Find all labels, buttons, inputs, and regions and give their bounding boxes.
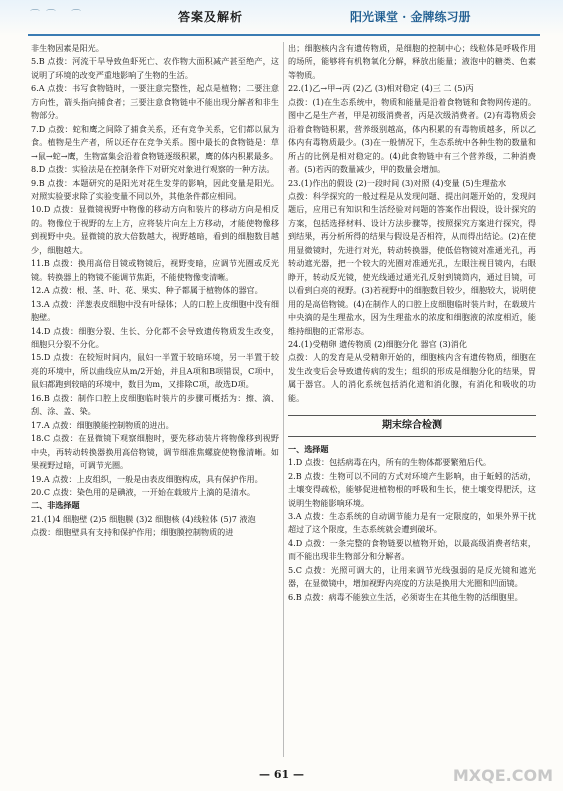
header-right-title: 阳光课堂 · 金牌练习册 <box>350 10 471 24</box>
watermark: MXQE.COM <box>452 766 553 785</box>
answer-paragraph: 6.B 点拨：病毒不能独立生活，必须寄生在其他生物的活细胞里。 <box>288 591 523 602</box>
answer-paragraph: 1.D 点拨：包括病毒在内，所有的生物体都要繁殖后代。 <box>288 457 491 468</box>
answer-paragraph: 17.A 点拨：细胞膜能控制物质的进出。 <box>31 419 174 430</box>
answer-paragraph: 22.(1)乙→甲→丙 (2)乙 (3)相对稳定 (4)三 二 (5)丙 <box>288 83 474 94</box>
left-column <box>31 42 279 540</box>
answer-paragraph: 8.D 点拨：实验法是在控制条件下对研究对象进行观察的一种方法。 <box>31 164 275 175</box>
answer-paragraph: 出；细胞核内含有遗传物质，是细胞的控制中心；线粒体是呼吸作用的场所，能够将有机物氧化分解，释放出能量；液泡中的糖类、色素等物质。 <box>288 43 536 80</box>
header-rule <box>28 34 540 36</box>
answer-paragraph: 4.D 点拨：一条完整的食物链要以植物开始，以最高级消费者结束，而不能出现非生物部分和分解者。 <box>288 537 536 562</box>
answer-paragraph: 点拨：科学探究的一般过程是从发现问题、提出问题开始的，发现问题后，应用已有知识和生活经验对问题的答案作出假设，设计探究的方案，包括选择材料、设计方法步骤等，按照探究方案进行探究，得到结果，再分析所得的结果与假设是否相符，从而得出结论。(2)在使用显微镜时，先进行对光，转动转换器，使低倍物镜对准通光孔，再转动遮光器，把一个较大的光圈对准通光孔，左眼注视目镜内，右眼睁开，转动反光镜，使光线通过通光孔反射到镜筒内，通过目镜，可以看到白亮的视野。(3)若视野中的细胞数目较少，细胞较大，说明使用的是高倍物镜。(4)在制作人的口腔上皮细胞临时装片时，在载玻片中央滴的是生理盐水，因为生理盐水的浓度和细胞液的浓度相近，能维持细胞的正常形态。 <box>288 190 536 336</box>
answer-paragraph: 18.C 点拨：在显微镜下观察细胞时，要先移动装片将物像移到视野中央，再转动转换器换用高倍物镜，调节细准焦螺旋使物像清晰。如果视野过暗，可调节光圈。 <box>31 433 279 471</box>
answer-paragraph: 15.D 点拨：在较短时间内，鼠妇一半置于较暗环境，另一半置于较亮的环境中，所以曲线应从m/2开始，并且A项和B项错误，C项中，鼠妇都跑到较暗的环境中，数目为m，又排除C项，故选D项。 <box>31 352 279 390</box>
answer-paragraph: 点拨：(1)在生态系统中，物质和能量是沿着食物链和食物网传递的。图中乙是生产者，甲是初级消费者，丙是次级消费者。(2)有毒物质会沿着食物链积累，营养级别越高，体内积累的有毒物质越多，所以乙体内有毒物质最少。(3)在一般情况下，生态系统中各种生物的数量和所占的比例是相对稳定的。(4)此食物链中有三个营养级，二种消费者。(5)若丙的数量减少，甲的数量会增加。 <box>288 96 536 175</box>
section-heading: 二、非选择题 <box>31 500 80 511</box>
answer-paragraph: 6.A 点拨：书写食物链时，一要注意完整性，起点是植物；二要注意方向性，箭头指向捕食者；三要注意食物链中不能出现分解者和非生物部分。 <box>31 83 279 121</box>
section-heading: 一、选择题 <box>288 443 329 454</box>
answer-paragraph: 13.A 点拨：洋葱表皮细胞中没有叶绿体；人的口腔上皮细胞中没有细胞壁。 <box>31 298 279 323</box>
answer-paragraph: 24.(1)受精卵 遗传物质 (2)细胞分化 器官 (3)消化 <box>288 338 467 349</box>
page-number: — 61 — <box>259 768 304 781</box>
right-column <box>288 42 536 604</box>
page-header <box>0 0 563 36</box>
answer-paragraph: 10.D 点拨：显微镜视野中物像的移动方向和装片的移动方向是相反的。物像位于视野的左上方，应将装片向左上方移动，才能使物像移到视野中央。显微镜的放大倍数越大，视野越暗，看到的细胞数目越少，细胞越大。 <box>31 204 279 255</box>
answer-paragraph: 23.(1)作出的假设 (2)一段时间 (3)对照 (4)变量 (5)生理盐水 <box>288 177 507 188</box>
column-divider <box>283 42 284 757</box>
answer-paragraph: 21.(1)4 细胞壁 (2)5 细胞膜 (3)2 细胞核 (4)线粒体 (5)7 液泡 <box>31 513 256 524</box>
answer-paragraph: 5.C 点拨：光照可调大的，让用来调节光线强弱的是反光镜和遮光器，在显微镜中，增加视野内亮度的方法是换用大光圈和凹面镜。 <box>288 564 536 589</box>
exam-title: 期末综合检测 <box>288 415 536 436</box>
answer-paragraph: 14.D 点拨：细胞分裂、生长、分化都不会导致遗传物质发生改变，细胞只分裂不分化。 <box>31 325 279 349</box>
answer-paragraph: 非生物因素是阳光。 <box>31 43 104 53</box>
answer-paragraph: 2.B 点拨：生物可以不同的方式对环境产生影响，由于蚯蚓的活动，土壤变得疏松，能够促进植物根的呼吸和生长，使土壤变得肥沃，这说明生物能影响环境。 <box>288 470 536 508</box>
answer-paragraph: 3.A 点拨：生态系统的自动调节能力是有一定限度的，如果外界干扰超过了这个限度，生态系统就会遭到破坏。 <box>288 510 536 535</box>
answer-paragraph: 20.C 点拨：染色用的是碘液，一开始在载玻片上滴的是清水。 <box>31 486 255 497</box>
answer-paragraph: 5.B 点拨：河流干旱导致鱼虾死亡、农作物大面积减产甚至绝产，这说明了环境的改变严重地影响了生物的生活。 <box>31 56 279 80</box>
answer-paragraph: 点拨：人的发育是从受精卵开始的，细胞核内含有遗传物质，细胞在发生改变后会导致遗传病的发生；组织的形成是细胞分化的结果，胃属于器官。人的消化系统包括消化道和消化腺，有消化和吸收的功能。 <box>288 352 536 403</box>
answer-paragraph: 16.B 点拨：制作口腔上皮细胞临时装片的步骤可概括为：擦、滴、刮、涂、盖、染。 <box>31 392 279 417</box>
answer-paragraph: 11.B 点拨：换用高倍目镜或物镜后，视野变暗，应调节光圈或反光镜。转换器上的物镜不能调节焦距，不能使物像变清晰。 <box>31 258 279 282</box>
header-left-title: 答案及解析 <box>178 10 244 24</box>
answer-paragraph: 7.D 点拨：蛇和鹰之间除了捕食关系，还有竞争关系，它们都以鼠为食。植物是生产者，所以还存在竞争关系。图中最长的食物链是：草→鼠→蛇→鹰，生物富集会沿着食物链逐级积累，鹰的体内积累最多。 <box>31 123 279 161</box>
answer-paragraph: 9.B 点拨：本题研究的是阳光对花生发芽的影响，因此变量是阳光。对照实验要求除了实验变量不同以外，其他条件都应相同。 <box>31 177 279 201</box>
birds-decoration-icon: ⌒⌒ ⌒ <box>30 10 88 21</box>
answer-paragraph: 12.A 点拨：根、茎、叶、花、果实、种子都属于植物体的器官。 <box>31 285 263 296</box>
answer-paragraph: 19.A 点拨：上皮组织，一般是由表皮细胞构成，具有保护作用。 <box>31 473 263 484</box>
answer-paragraph: 点拨：细胞壁具有支持和保护作用；细胞膜控制物质的进 <box>31 527 234 538</box>
